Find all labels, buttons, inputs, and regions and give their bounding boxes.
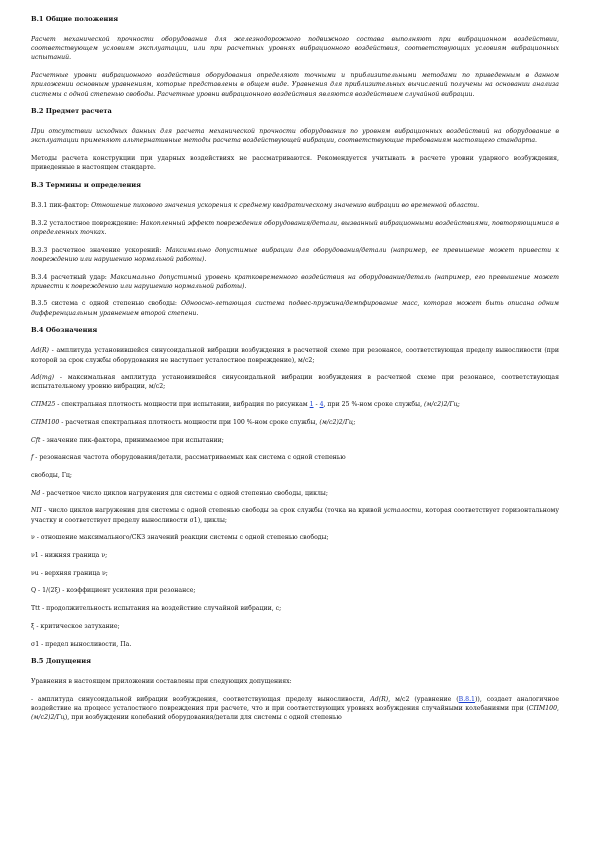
text-segment: - амплитуда синусоидальной вибрации возбуждения, соответствующая пределу выносливости, — [31, 695, 371, 703]
symbol-text: (м/с2)2/Гц — [424, 401, 458, 409]
text-segment: - значение пик-фактора, принимаемое при испытании; — [40, 436, 224, 444]
paragraph: ν1 - нижняя граница ν; — [31, 552, 108, 559]
cross-reference-link[interactable]: 4 — [319, 401, 324, 409]
paragraph — [31, 453, 559, 462]
text-segment: - амплитуда установившейся синусоидальной вибрации возбуждения в расчетной схеме при резонансе, соответствующая пределу выносливости (при которой за срок службы оборудования не наступает усталостное повреждение), м/с2; — [31, 347, 559, 364]
term-definition — [31, 273, 559, 291]
paragraph — [31, 489, 559, 498]
text-segment: - число циклов нагружения для системы с одной степенью свободы за срок службы (точка на кривой — [41, 507, 384, 515]
section-heading: В.3 Термины и определения — [31, 181, 142, 190]
paragraph: ν - отношение максимального/СКЗ значений реакции системы с одной степенью свободы; — [31, 534, 329, 542]
term-text: Отношение пикового значения ускорения к среднему квадратическому значению вибрации во временной области. — [91, 202, 480, 210]
term-definition — [31, 219, 559, 237]
text-segment: - максимальная амплитуда установившейся синусоидальной вибрации возбуждения в расчетной схеме при резонансе, соответствующая испытательному уровню вибрации, м/с2; — [31, 374, 559, 391]
paragraph — [31, 400, 559, 409]
paragraph: ξ - критическое затухание; — [31, 622, 120, 630]
paragraph — [31, 346, 559, 364]
text-segment: - резонансная частота оборудования/детали, рассматриваемых как система с одной степенью — [33, 454, 346, 462]
paragraph: Методы расчета конструкции при ударных воздействиях не рассматриваются. Рекомендуется учитывать в расчете уровни ударного возбуждения, приведенные в настоящем стандарте. — [31, 155, 559, 172]
paragraph — [31, 373, 559, 391]
symbol-text: Nd — [31, 489, 41, 497]
term-name: В.3.1 пик-фактор: — [31, 202, 90, 210]
text-segment: - — [313, 401, 320, 409]
term-name: В.3.4 расчетный удар: — [31, 273, 107, 281]
term-definition — [31, 299, 559, 317]
text-segment: - расчетная спектральная плотность мощности при 100 %-ном сроке службы, — [59, 418, 320, 426]
paragraph: При отсутствии исходных данных для расчета механической прочности оборудования по уровням вибрационных воздействий на оборудование в эксплуатации применяют альтернативные методы расчета воздействующей вибрации, соответствующие требованиям настоящего стандарта. — [31, 128, 559, 145]
symbol-text: Ad(R) — [370, 695, 389, 703]
term-definition — [31, 246, 559, 264]
symbol-text: (м/с2)2/Гц — [31, 714, 65, 722]
term-text: Одноосно-летающая система подвес-пружина/демпфирование масс, которая может быть описана одним дифференциальным уравнением второй степени. — [31, 300, 560, 317]
symbol-text: СПМ100 — [31, 418, 60, 426]
paragraph — [31, 695, 559, 723]
symbol-text: усталости — [383, 507, 422, 515]
paragraph: Q - 1/(2ξ) - коэффициент усиления при резонансе; — [31, 587, 196, 595]
symbol-text: Ad(mg) — [31, 374, 55, 382]
paragraph: Расчетные уровни вибрационного воздействия оборудования определяют точными и приблизительными методами по приведенным в данном приложении основным уравнениям, которые представлены в общем виде. Уравнения для приблизительных вычислений получены на основании анализа системы с одной степенью свободы. Расчетные уровни вибрационного воздействия являются воздействием случайной вибрации. — [31, 72, 559, 98]
text-segment: - расчетное число циклов нагружения для системы с одной степенью свободы, циклы; — [40, 489, 328, 497]
symbol-text: СПМ25 — [31, 401, 56, 409]
paragraph: σ1 - предел выносливости, Па. — [31, 640, 132, 648]
section-heading: В.4 Обозначения — [31, 326, 98, 335]
symbol-text: Ad(R) — [31, 347, 49, 355]
paragraph — [31, 418, 559, 427]
section-heading: В.5 Допущения — [31, 657, 91, 666]
symbol-text: Cft — [31, 436, 41, 444]
text-segment: , — [557, 705, 559, 713]
section-heading: В.1 Общие положения — [31, 15, 119, 23]
text-segment: , которая соответствует горизонтальному участку и соответствует пределу выносливости σ1), циклы; — [31, 507, 559, 524]
symbol-text: СПМ100 — [528, 705, 558, 713]
cross-reference-link[interactable]: В.8.1 — [458, 695, 475, 703]
term-name: В.3.5 система с одной степенью свободы: — [31, 300, 178, 308]
symbol-text: f — [31, 454, 34, 462]
paragraph — [31, 436, 559, 445]
text-segment: , при 25 %-ном сроке службы, — [323, 401, 425, 409]
text-segment: - спектральная плотность мощности при испытании, вибрация по рисункам — [55, 401, 310, 409]
term-text: Максимально допустимый уровень кратковременного воздействия на оборудование/деталь (например, его превышение может привести к повреждению или нарушению нормальной работы). — [31, 273, 560, 290]
paragraph: Уравнения в настоящем приложении составлены при следующих допущениях: — [31, 678, 292, 686]
text-segment: , м/с2 (уравнение ( — [388, 695, 459, 703]
text-segment: ; — [353, 418, 356, 426]
term-text: Максимально допустимые вибрации для оборудования/детали (например, ее превышение может привести к повреждению или нарушению нормальной работы). — [31, 246, 559, 263]
term-name: В.3.2 усталостное повреждение: — [31, 219, 139, 227]
cross-reference-link[interactable]: 1 — [309, 401, 314, 409]
section-heading: В.2 Предмет расчета — [31, 107, 112, 116]
text-segment: ), при возбуждении колебаний оборудования/детали для системы с одной степенью — [64, 714, 342, 722]
paragraph: свободы, Гц; — [31, 471, 72, 479]
term-name: В.3.3 расчетное значение ускорений: — [31, 246, 162, 254]
paragraph: νu - верхняя граница ν; — [31, 569, 108, 577]
text-segment: ; — [457, 401, 460, 409]
term-text: Накопленный эффект повреждения оборудования/детали, вызванный вибрационными воздействиями, повторяющимися в определенных точках. — [31, 219, 559, 236]
symbol-text: (м/с2)2/Гц — [319, 418, 354, 426]
paragraph: Ttt - продолжительность испытания на воздействие случайной вибрации, с; — [31, 605, 282, 613]
term-definition — [31, 201, 559, 210]
symbol-text: NΠ — [31, 507, 42, 515]
paragraph: Расчет механической прочности оборудования для железнодорожного подвижного состава выполняют при вибрационном воздействии, соответствующем условиям эксплуатации, или при расчетных уровнях вибрационного воздействия, соответствующих условиям вибрационных испытаний. — [31, 36, 559, 62]
text-segment: )), создает аналогичное воздействие на процесс усталостного повреждения при расчете, что и при соответствующих уровнях возбуждения случайными колебаниями при ( — [31, 695, 559, 713]
paragraph — [31, 506, 559, 524]
